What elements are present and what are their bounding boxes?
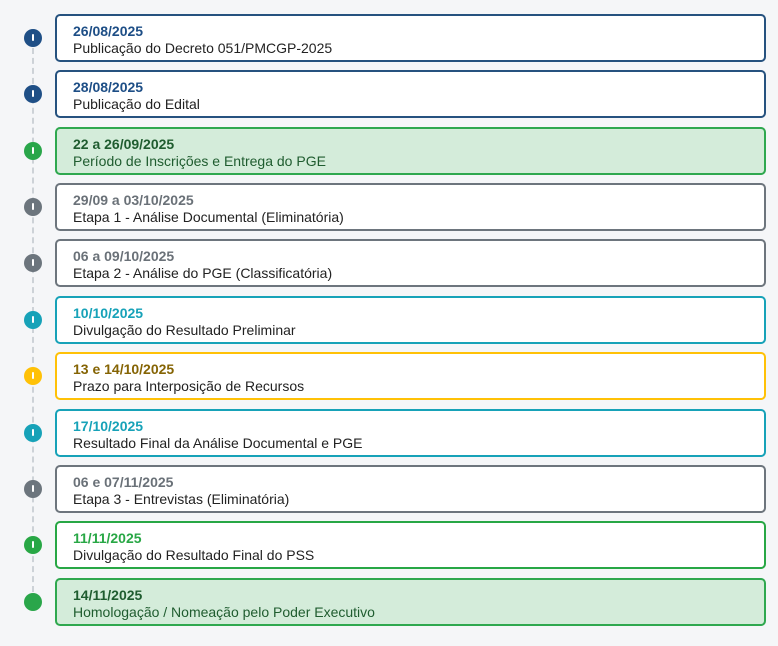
event-description: Etapa 1 - Análise Documental (Eliminatória) xyxy=(73,209,344,225)
event-date: 06 e 07/11/2025 xyxy=(73,474,174,490)
timeline-card xyxy=(55,521,766,569)
event-date: 28/08/2025 xyxy=(73,79,144,95)
timeline-item xyxy=(0,465,778,513)
timeline-marker-icon xyxy=(24,198,42,216)
event-description: Etapa 2 - Análise do PGE (Classificatória) xyxy=(73,265,333,281)
timeline-marker-icon xyxy=(24,254,42,272)
timeline-card xyxy=(55,578,766,626)
event-description: Publicação do Decreto 051/PMCGP-2025 xyxy=(73,40,333,56)
event-description: Homologação / Nomeação pelo Poder Executivo xyxy=(73,604,375,620)
event-description: Publicação do Edital xyxy=(73,96,200,112)
timeline-item xyxy=(0,127,778,175)
event-date: 10/10/2025 xyxy=(73,305,144,321)
timeline-card xyxy=(55,70,766,118)
event-description: Etapa 3 - Entrevistas (Eliminatória) xyxy=(73,491,290,507)
event-date: 06 a 09/10/2025 xyxy=(73,248,175,264)
timeline-card xyxy=(55,183,766,231)
event-date: 17/10/2025 xyxy=(73,418,144,434)
event-date: 13 e 14/10/2025 xyxy=(73,361,175,377)
timeline-item xyxy=(0,521,778,569)
event-date: 22 a 26/09/2025 xyxy=(73,136,175,152)
timeline-marker-icon xyxy=(24,593,42,611)
event-date: 26/08/2025 xyxy=(73,23,144,39)
event-date: 14/11/2025 xyxy=(73,587,143,603)
timeline-item xyxy=(0,70,778,118)
timeline-item xyxy=(0,296,778,344)
timeline-card xyxy=(55,352,766,400)
timeline-item xyxy=(0,183,778,231)
timeline-item xyxy=(0,14,778,62)
timeline-card xyxy=(55,465,766,513)
event-description: Período de Inscrições e Entrega do PGE xyxy=(73,153,326,169)
timeline-card xyxy=(55,409,766,457)
timeline-marker-icon xyxy=(24,29,42,47)
event-description: Prazo para Interposição de Recursos xyxy=(73,378,305,394)
timeline-item xyxy=(0,578,778,626)
timeline-marker-icon xyxy=(24,142,42,160)
timeline-item xyxy=(0,352,778,400)
event-date: 11/11/2025 xyxy=(73,530,142,546)
event-date: 29/09 a 03/10/2025 xyxy=(73,192,194,208)
event-description: Resultado Final da Análise Documental e PGE xyxy=(73,435,363,451)
timeline-marker-icon xyxy=(24,311,42,329)
timeline-item xyxy=(0,239,778,287)
timeline-item xyxy=(0,409,778,457)
event-description: Divulgação do Resultado Final do PSS xyxy=(73,547,315,563)
timeline-marker-icon xyxy=(24,85,42,103)
timeline-card xyxy=(55,127,766,175)
timeline-card xyxy=(55,296,766,344)
timeline-marker-icon xyxy=(24,424,42,442)
event-description: Divulgação do Resultado Preliminar xyxy=(73,322,296,338)
timeline-card xyxy=(55,239,766,287)
timeline-marker-icon xyxy=(24,480,42,498)
timeline-card xyxy=(55,14,766,62)
timeline-marker-icon xyxy=(24,536,42,554)
timeline-marker-icon xyxy=(24,367,42,385)
